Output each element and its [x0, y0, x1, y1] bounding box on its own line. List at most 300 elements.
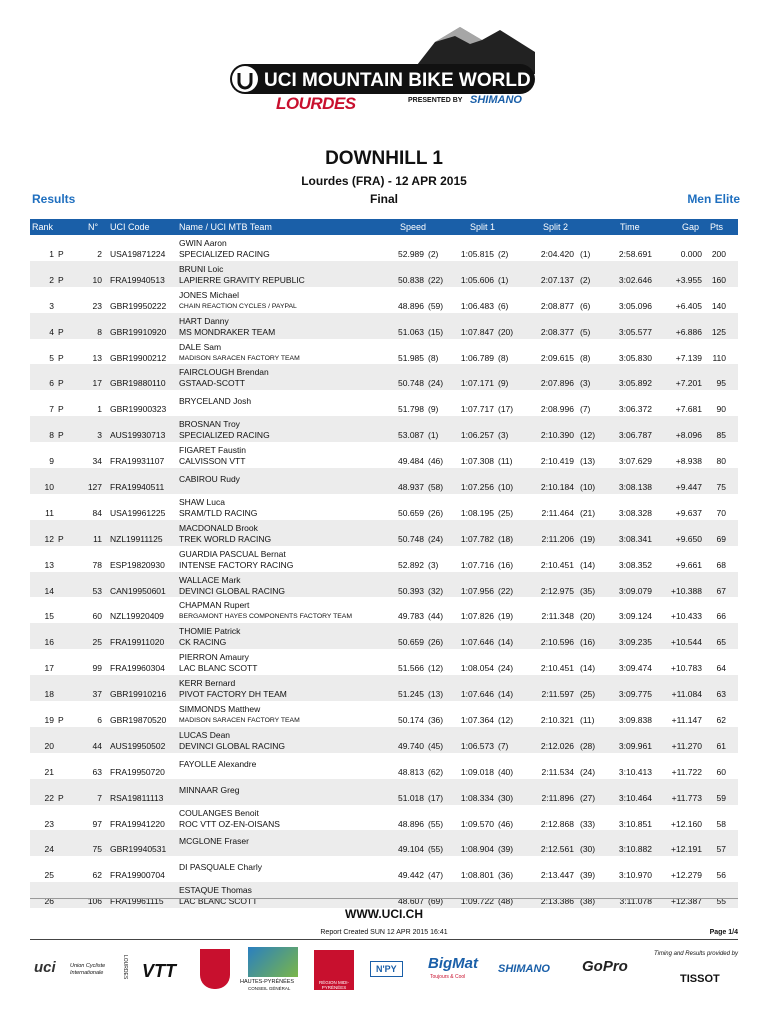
uci-code: NZL19920409	[110, 611, 164, 622]
uci-code: NZL19911125	[110, 533, 163, 544]
tissot-logo: TISSOT	[680, 973, 720, 985]
rider-name: BRYCELAND Josh	[179, 396, 252, 407]
split1: 1:06.789	[460, 352, 494, 363]
split1-rank: (2)	[498, 249, 509, 259]
rank-cell: 15	[44, 611, 54, 622]
bib-number: 62	[92, 870, 102, 881]
results-table-body	[30, 235, 738, 908]
speed: 49.740	[398, 740, 424, 751]
podium-flag: P	[58, 378, 64, 389]
split2: 2:11.597	[541, 689, 574, 700]
speed-rank: (22)	[428, 274, 444, 285]
gap: +10.544	[671, 637, 702, 648]
logo-text: UCI MOUNTAIN BIKE WORLD CUP	[264, 70, 577, 91]
table-row	[30, 597, 738, 623]
gap: +12.279	[671, 870, 702, 881]
table-row	[30, 649, 738, 675]
split2-rank: (11)	[580, 715, 595, 726]
uci-code: FRA19950720	[110, 766, 165, 777]
uci-code: FRA19911020	[110, 637, 165, 648]
split1-rank: (18)	[498, 533, 514, 544]
split2-rank: (38)	[580, 896, 596, 907]
conseil-general-text: CONSEIL GÉNÉRAL	[248, 986, 291, 991]
table-row	[30, 364, 738, 390]
rider-name: DALE Sam	[179, 341, 222, 352]
timing-provider-text: Timing and Results provided by	[654, 951, 738, 957]
rider-name: SHAW Luca	[179, 496, 225, 507]
table-row	[30, 546, 738, 572]
team-name: CK RACING	[179, 637, 227, 648]
split1-rank: (20)	[498, 326, 514, 337]
points: 57	[716, 844, 726, 855]
speed: 50.659	[398, 507, 424, 518]
gap: +12.160	[671, 818, 702, 829]
time: 3:08.328	[618, 507, 652, 518]
bib-number: 78	[92, 559, 102, 570]
speed: 49.783	[398, 611, 424, 622]
split2: 2:11.348	[541, 611, 574, 622]
gap: +9.650	[675, 533, 702, 544]
time: 3:10.413	[618, 766, 652, 777]
points: 66	[716, 611, 726, 622]
footer-divider	[30, 898, 738, 899]
time: 3:10.970	[618, 870, 652, 881]
podium-flag: P	[58, 404, 64, 415]
team-name: DEVINCI GLOBAL RACING	[179, 740, 285, 751]
uci-code: GBR19880110	[110, 378, 166, 389]
time: 3:08.352	[618, 559, 652, 570]
points: 140	[711, 300, 726, 311]
points: 68	[716, 559, 726, 570]
venue-logo: LOURDES	[276, 94, 356, 113]
points: 69	[716, 533, 726, 544]
split1-rank: (7)	[498, 740, 509, 751]
speed-rank: (55)	[428, 844, 444, 855]
split1-rank: (40)	[498, 766, 514, 777]
rank-cell: 14	[44, 585, 54, 596]
table-row	[30, 416, 738, 442]
region-text: RÉGION MIDI-PYRÉNÉES	[319, 980, 349, 990]
rank-cell: 10	[44, 482, 54, 493]
split1-rank: (25)	[498, 507, 514, 518]
speed-rank: (36)	[428, 715, 444, 726]
speed-rank: (26)	[428, 637, 444, 648]
split1: 1:07.646	[460, 689, 494, 700]
split2-rank: (10)	[580, 482, 596, 493]
results-label: Results	[32, 192, 76, 206]
split2: 2:07.137	[540, 274, 574, 285]
speed: 53.087	[398, 430, 424, 441]
team-name: SPECIALIZED RACING	[179, 430, 270, 441]
rank-cell: 5	[49, 352, 54, 363]
split1: 1:08.904	[460, 844, 494, 855]
split1-rank: (24)	[498, 663, 514, 674]
col-speed: Speed	[400, 222, 427, 232]
rank-cell: 19	[44, 715, 54, 726]
gap: +3.955	[675, 274, 702, 285]
bib-number: 13	[92, 352, 102, 363]
col-number: N°	[88, 222, 99, 232]
split1-rank: (48)	[498, 896, 514, 907]
gap: +8.938	[675, 456, 702, 467]
uci-name: Union Cycliste Internationale	[70, 963, 106, 976]
team-name: TREK WORLD RACING	[179, 533, 272, 544]
split2-rank: (27)	[580, 792, 596, 803]
split1: 1:06.257	[460, 430, 494, 441]
rank-cell: 22	[44, 792, 54, 803]
bib-number: 37	[92, 689, 102, 700]
speed-rank: (2)	[428, 249, 439, 259]
bib-number: 7	[97, 792, 102, 803]
time: 3:05.577	[618, 326, 652, 337]
rider-name: WALLACE Mark	[179, 574, 241, 585]
split2: 2:10.419	[540, 456, 574, 467]
rank-cell: 24	[44, 844, 54, 855]
speed-rank: (13)	[428, 689, 444, 700]
rider-name: GWIN Aaron	[179, 238, 227, 248]
split2: 2:13.447	[540, 870, 574, 881]
uci-code: GBR19900212	[110, 352, 167, 363]
split1-rank: (6)	[498, 300, 509, 311]
time: 3:10.851	[618, 818, 652, 829]
team-name: CHAIN REACTION CYCLES / PAYPAL	[179, 302, 297, 310]
time: 3:02.646	[618, 274, 652, 285]
split1: 1:08.195	[460, 507, 494, 518]
rider-name: MCGLONE Fraser	[179, 836, 249, 847]
split2-rank: (39)	[580, 870, 596, 881]
rank-cell: 2	[49, 274, 54, 285]
speed: 50.659	[398, 637, 424, 648]
report-created: Report Created SUN 12 APR 2015 16:41	[320, 929, 448, 936]
time: 3:09.838	[618, 715, 652, 726]
split2-rank: (7)	[580, 404, 591, 415]
rider-name: BROSNAN Troy	[179, 419, 240, 430]
time: 3:07.629	[618, 456, 652, 467]
bib-number: 127	[87, 482, 102, 493]
rider-name: COULANGES Benoit	[179, 807, 259, 818]
speed: 51.018	[398, 792, 424, 803]
time: 3:05.096	[618, 300, 652, 311]
rider-name: ESTAQUE Thomas	[179, 885, 252, 896]
rank-cell: 20	[44, 740, 54, 751]
website-link[interactable]: WWW.UCI.CH	[345, 907, 423, 921]
split2: 2:10.451	[540, 559, 574, 570]
split1-rank: (12)	[498, 715, 514, 726]
split2-rank: (28)	[580, 740, 596, 751]
rank-cell: 16	[44, 637, 54, 648]
split2-rank: (21)	[580, 507, 596, 518]
split2-rank: (24)	[580, 766, 596, 777]
uci-code: AUS19950502	[110, 740, 166, 751]
uci-code: GBR19910216	[110, 689, 167, 700]
split2: 2:11.464	[541, 507, 574, 518]
split2: 2:10.184	[540, 482, 574, 493]
speed-rank: (59)	[428, 300, 444, 311]
table-row	[30, 882, 738, 908]
table-row	[30, 779, 738, 805]
split1: 1:07.364	[460, 715, 494, 726]
rider-name: FAIRCLOUGH Brendan	[179, 367, 269, 378]
speed: 50.748	[398, 533, 424, 544]
time: 3:09.079	[618, 585, 652, 596]
rank-cell: 12	[44, 533, 54, 544]
time: 3:09.474	[618, 663, 652, 674]
npy-logo: N'PY	[370, 961, 403, 977]
split2-rank: (33)	[580, 818, 596, 829]
table-row	[30, 623, 738, 649]
region-logo	[314, 950, 354, 990]
hautes-pyrenees-text: HAUTES-PYRÉNÉES	[240, 979, 295, 985]
speed-rank: (44)	[428, 611, 444, 622]
podium-flag: P	[58, 326, 64, 337]
col-uci-code: UCI Code	[110, 222, 150, 232]
rank-cell: 7	[49, 404, 54, 415]
split1: 1:06.573	[460, 740, 494, 751]
gap: +8.096	[675, 430, 702, 441]
table-row	[30, 675, 738, 701]
speed: 51.798	[398, 404, 424, 415]
page-title: DOWNHILL 1	[325, 148, 443, 169]
speed: 48.813	[398, 766, 424, 777]
logo-sponsor: SHIMANO	[470, 94, 522, 106]
bib-number: 84	[92, 507, 102, 518]
crest-icon	[200, 949, 230, 989]
gap: +10.433	[671, 611, 702, 622]
podium-flag: P	[58, 274, 64, 285]
split1: 1:07.847	[460, 326, 494, 337]
col-time: Time	[620, 222, 640, 232]
split1: 1:07.716	[460, 559, 494, 570]
split1: 1:07.717	[460, 404, 494, 415]
split1-rank: (10)	[498, 482, 514, 493]
points: 63	[716, 689, 726, 700]
team-name: MADISON SARACEN FACTORY TEAM	[179, 354, 300, 362]
rank-cell: 6	[49, 378, 54, 389]
split2: 2:07.896	[540, 378, 574, 389]
gap: +9.661	[675, 559, 702, 570]
rider-name: JONES Michael	[179, 289, 239, 300]
rider-name: CHAPMAN Rupert	[179, 600, 250, 611]
split2: 2:12.868	[540, 818, 574, 829]
table-row	[30, 235, 738, 261]
podium-flag: P	[58, 792, 64, 803]
gap: +10.783	[671, 663, 702, 674]
table-row	[30, 753, 738, 779]
split2-rank: (2)	[580, 274, 591, 285]
uci-code: FRA19900704	[110, 870, 165, 881]
bib-number: 106	[87, 896, 102, 907]
gap: +7.201	[675, 378, 702, 389]
points: 64	[716, 663, 726, 674]
bib-number: 97	[92, 818, 102, 829]
table-row	[30, 442, 738, 468]
gap: +11.270	[671, 740, 702, 751]
bib-number: 23	[92, 300, 102, 311]
points: 55	[716, 896, 726, 907]
event-subtitle: Lourdes (FRA) - 12 APR 2015	[301, 174, 467, 188]
bib-number: 63	[92, 766, 102, 777]
rider-name: FAYOLLE Alexandre	[179, 758, 257, 769]
team-name: PIVOT FACTORY DH TEAM	[179, 689, 287, 700]
speed-rank: (62)	[428, 766, 444, 777]
points: 90	[716, 404, 726, 415]
uci-code: FRA19960304	[110, 663, 165, 674]
split2: 2:12.561	[540, 844, 574, 855]
bib-number: 6	[97, 715, 102, 726]
split1-rank: (30)	[498, 792, 514, 803]
table-row	[30, 313, 738, 339]
split1: 1:07.308	[460, 456, 494, 467]
uci-code: GBR19950222	[110, 300, 167, 311]
speed-rank: (9)	[428, 404, 439, 415]
split1: 1:08.054	[460, 663, 494, 674]
rank-cell: 17	[44, 663, 54, 674]
split2: 2:10.321	[540, 715, 574, 726]
points: 59	[716, 792, 726, 803]
split1: 1:09.570	[460, 818, 494, 829]
podium-flag: P	[58, 430, 64, 441]
rank-cell: 8	[49, 430, 54, 441]
time: 3:06.787	[618, 430, 652, 441]
table-row	[30, 494, 738, 520]
time: 2:58.691	[618, 249, 652, 259]
page-number: Page 1/4	[709, 929, 738, 936]
speed: 51.245	[398, 689, 424, 700]
table-row	[30, 805, 738, 831]
points: 65	[716, 637, 726, 648]
bib-number: 25	[92, 637, 102, 648]
split1-rank: (19)	[498, 611, 514, 622]
table-row	[30, 287, 738, 313]
split1-rank: (36)	[498, 870, 514, 881]
split2-rank: (35)	[580, 585, 596, 596]
split2: 2:08.996	[540, 404, 574, 415]
bib-number: 8	[97, 326, 102, 337]
split2-rank: (14)	[580, 663, 596, 674]
table-row	[30, 468, 738, 494]
rank-cell: 25	[44, 870, 54, 881]
rank-cell: 1	[49, 249, 54, 259]
col-split2: Split 2	[543, 222, 569, 232]
gap: +11.722	[671, 766, 702, 777]
uci-code: CAN19950601	[110, 585, 166, 596]
speed: 49.442	[398, 870, 424, 881]
split1: 1:07.782	[460, 533, 494, 544]
speed: 48.937	[398, 482, 424, 493]
split1: 1:07.171	[460, 378, 494, 389]
bib-number: 44	[92, 740, 102, 751]
gap: +9.447	[675, 482, 702, 493]
split2: 2:12.975	[540, 585, 574, 596]
rank-cell: 13	[44, 559, 54, 570]
gap: +11.084	[671, 689, 702, 700]
col-split1: Split 1	[470, 222, 496, 232]
uci-code: RSA19811113	[110, 792, 164, 803]
time: 3:10.882	[618, 844, 652, 855]
split1-rank: (22)	[498, 585, 514, 596]
points: 80	[716, 456, 726, 467]
points: 125	[711, 326, 726, 337]
rank-cell: 9	[49, 456, 54, 467]
split2: 2:10.596	[540, 637, 574, 648]
team-name: DEVINCI GLOBAL RACING	[179, 585, 285, 596]
split2-rank: (19)	[580, 533, 596, 544]
speed-rank: (1)	[428, 430, 439, 441]
points: 75	[716, 482, 726, 493]
split2: 2:04.420	[540, 249, 574, 259]
speed-rank: (26)	[428, 507, 444, 518]
podium-flag: P	[58, 352, 64, 363]
vtt-logo: VTT	[142, 961, 176, 981]
bib-number: 53	[92, 585, 102, 596]
bib-number: 1	[97, 404, 102, 415]
split1: 1:06.483	[460, 300, 494, 311]
time: 3:09.775	[618, 689, 652, 700]
sponsor-divider	[30, 939, 738, 940]
rider-name: MACDONALD Brook	[179, 522, 258, 533]
bib-number: 60	[92, 611, 102, 622]
split1-rank: (14)	[498, 637, 514, 648]
split1: 1:07.256	[460, 482, 494, 493]
bigmat-slogan: Toujours & Cool	[430, 974, 466, 980]
split2: 2:08.377	[540, 326, 574, 337]
split1-rank: (11)	[498, 456, 513, 467]
table-row	[30, 339, 738, 365]
table-row	[30, 390, 738, 416]
split1: 1:07.646	[460, 637, 494, 648]
team-name: LAC BLANC SCOTT	[179, 896, 258, 907]
col-gap: Gap	[682, 222, 700, 232]
split2-rank: (12)	[580, 430, 596, 441]
points: 60	[716, 766, 726, 777]
speed-rank: (12)	[428, 663, 444, 674]
rider-name: DI PASQUALE Charly	[179, 862, 262, 873]
split1-rank: (39)	[498, 844, 514, 855]
speed-rank: (8)	[428, 352, 439, 363]
sponsor-bar	[30, 945, 738, 1005]
gap: +7.139	[675, 352, 702, 363]
bib-number: 17	[92, 378, 102, 389]
logo-presented-by: PRESENTED BY	[408, 97, 463, 104]
rider-name: GUARDIA PASCUAL Bernat	[179, 548, 286, 559]
speed: 51.566	[398, 663, 424, 674]
team-name: BERGAMONT HAYES COMPONENTS FACTORY TEAM	[179, 613, 352, 621]
time: 3:05.830	[618, 352, 652, 363]
split1: 1:09.018	[460, 766, 494, 777]
team-name: LAC BLANC SCOTT	[179, 663, 258, 674]
split2-rank: (5)	[580, 326, 591, 337]
points: 160	[711, 274, 726, 285]
split1: 1:08.334	[460, 792, 494, 803]
speed-rank: (17)	[428, 792, 444, 803]
uci-code: USA19961225	[110, 507, 166, 518]
rider-name: FIGARET Faustin	[179, 445, 246, 456]
split2: 2:10.451	[540, 663, 574, 674]
gap: +12.191	[671, 844, 702, 855]
split2: 2:13.386	[540, 896, 574, 907]
rank-cell: 23	[44, 818, 54, 829]
shimano-logo: SHIMANO	[498, 963, 550, 975]
gap: 0.000	[680, 249, 702, 259]
podium-flag: P	[58, 715, 64, 726]
team-name: MADISON SARACEN FACTORY TEAM	[179, 717, 300, 725]
table-row	[30, 727, 738, 753]
team-name: INTENSE FACTORY RACING	[179, 559, 294, 570]
team-name: ROC VTT OZ-EN-OISANS	[179, 818, 280, 829]
speed: 51.985	[398, 352, 424, 363]
time: 3:11.078	[619, 896, 652, 907]
split1-rank: (9)	[498, 378, 509, 389]
